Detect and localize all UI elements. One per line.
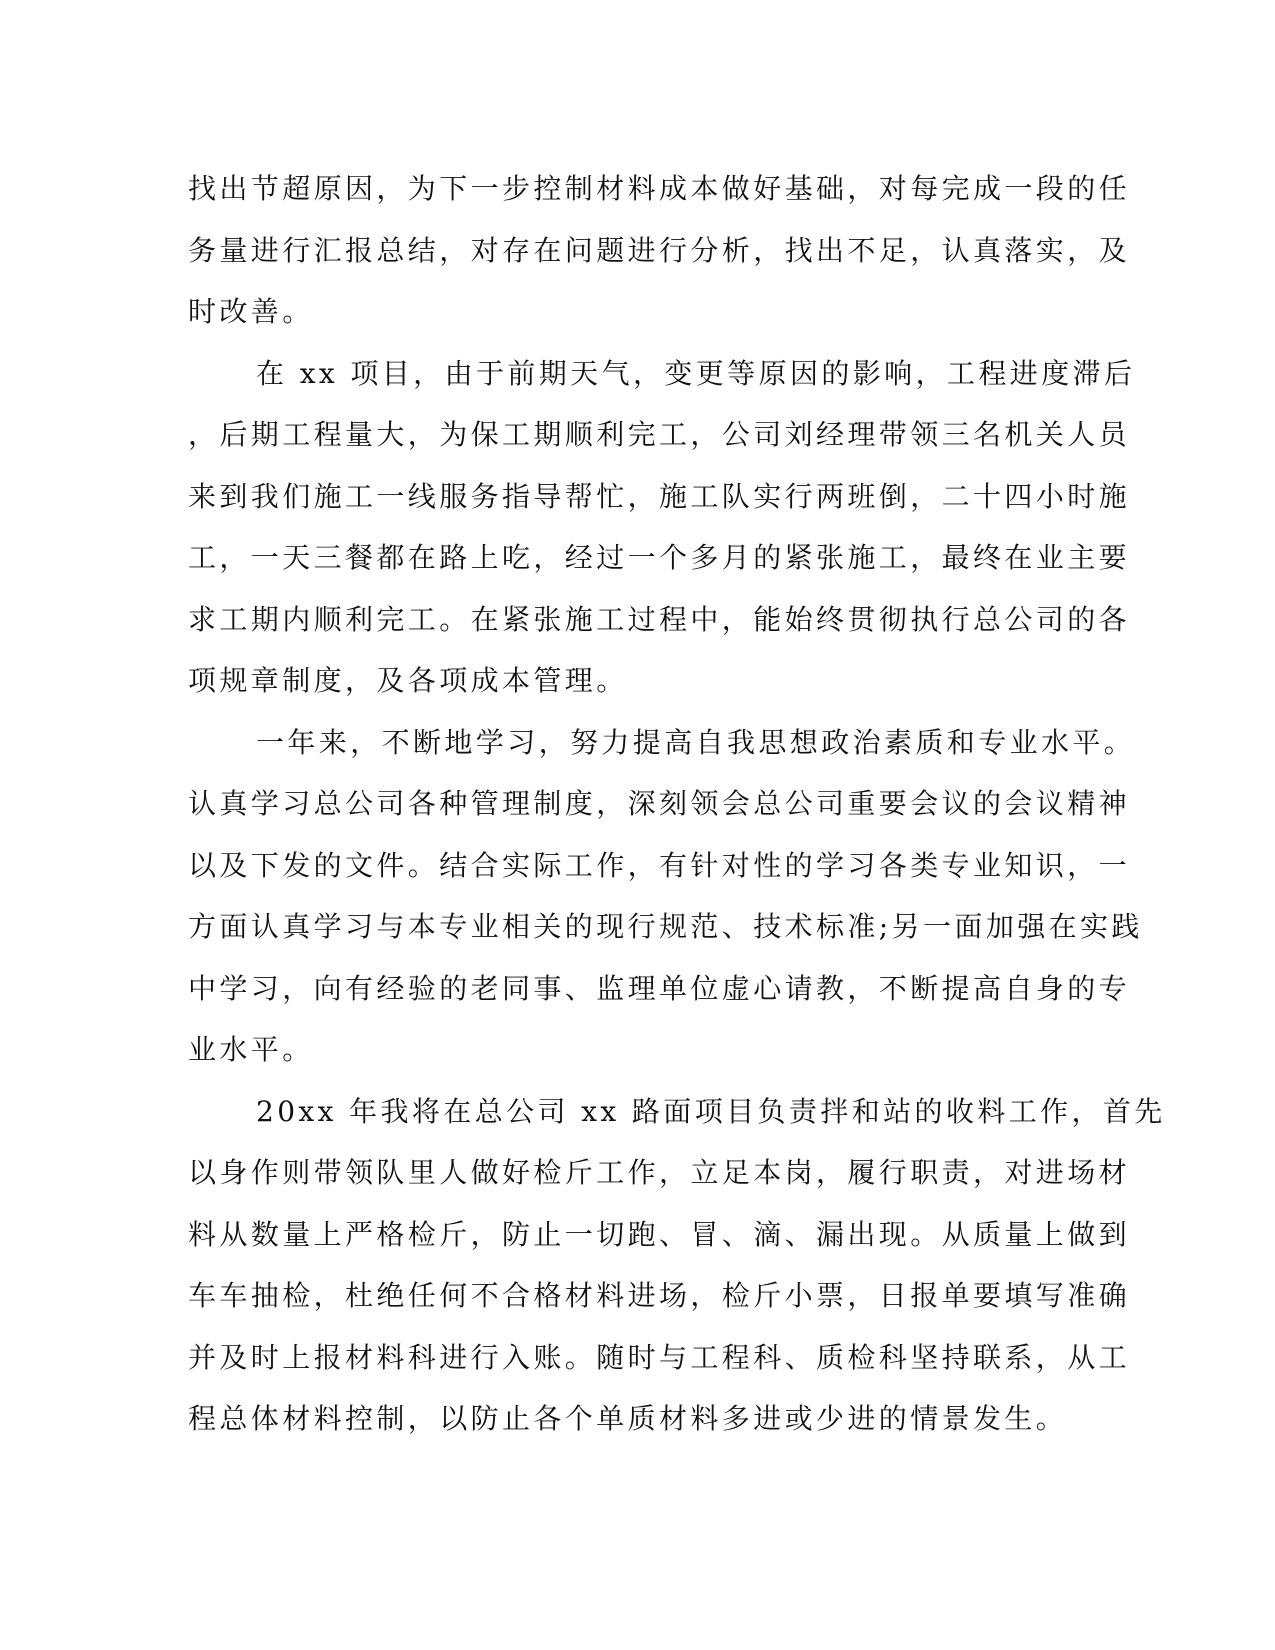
- text-line: 业水平。: [188, 1033, 314, 1066]
- text-line: 车车抽检，杜绝任何不合格材料进场，检斤小票，日报单要填写准确: [188, 1279, 1131, 1312]
- text-line: 时改善。: [188, 295, 314, 328]
- text-line: 找出节超原因，为下一步控制材料成本做好基础，对每完成一段的任: [188, 172, 1131, 205]
- text-line: 一年来，不断地学习，努力提高自我思想政治素质和专业水平。: [256, 725, 1136, 759]
- text-line: 20xx 年我将在总公司 xx 路面项目负责拌和站的收料工作，首先: [256, 1094, 1166, 1128]
- document-body: [188, 158, 1166, 1450]
- text-line: 工，一天三餐都在路上吃，经过一个多月的紧张施工，最终在业主要: [188, 541, 1131, 574]
- text-line: 程总体材料控制，以防止各个单质材料多进或少进的情景发生。: [188, 1402, 1068, 1435]
- text-line: 料从数量上严格检斤，防止一切跑、冒、滴、漏出现。从质量上做到: [188, 1217, 1131, 1251]
- text-line: 认真学习总公司各种管理制度，深刻领会总公司重要会议的会议精神: [188, 787, 1131, 820]
- text-line: 以身作则带领队里人做好检斤工作，立足本岗，履行职责，对进场材: [188, 1156, 1131, 1189]
- paragraph-1: [188, 158, 1131, 343]
- paragraph-3: [188, 712, 1143, 1081]
- text-line: 项规章制度，及各项成本管理。: [188, 664, 628, 697]
- paragraph-2: [188, 343, 1136, 712]
- text-line: ，后期工程量大，为保工期顺利完工，公司刘经理带领三名机关人员: [188, 418, 1131, 451]
- text-line: 中学习，向有经验的老同事、监理单位虚心请教，不断提高自身的专: [188, 971, 1131, 1005]
- paragraph-4: [188, 1081, 1166, 1450]
- text-line: 务量进行汇报总结，对存在问题进行分析，找出不足，认真落实，及: [188, 233, 1131, 267]
- text-line: 并及时上报材料科进行入账。随时与工程科、质检科坚持联系，从工: [188, 1340, 1131, 1374]
- text-line: 来到我们施工一线服务指导帮忙，施工队实行两班倒，二十四小时施: [188, 479, 1131, 513]
- text-line: 方面认真学习与本专业相关的现行规范、技术标准;另一面加强在实践: [188, 910, 1143, 943]
- text-line: 求工期内顺利完工。在紧张施工过程中，能始终贯彻执行总公司的各: [188, 602, 1131, 636]
- text-line: 在 xx 项目，由于前期天气，变更等原因的影响，工程进度滞后: [256, 356, 1136, 390]
- text-line: 以及下发的文件。结合实际工作，有针对性的学习各类专业知识，一: [188, 848, 1131, 882]
